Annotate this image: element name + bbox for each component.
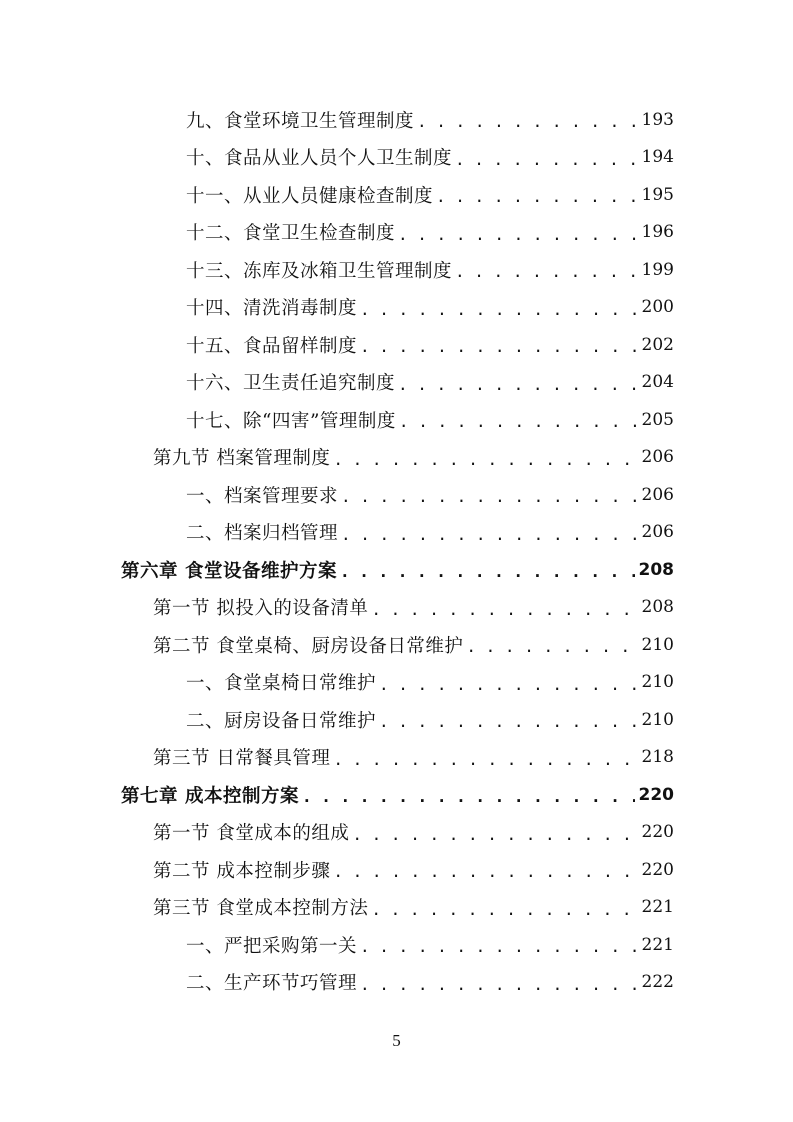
toc-entry-page-number: 193 bbox=[641, 109, 674, 130]
toc-dot-leader bbox=[333, 862, 637, 881]
toc-entry-page-number: 208 bbox=[638, 559, 674, 580]
toc-item-entry[interactable] bbox=[186, 139, 674, 176]
toc-entry-page-number: 204 bbox=[641, 372, 674, 392]
toc-item-entry[interactable] bbox=[186, 364, 674, 401]
toc-dot-leader bbox=[399, 412, 638, 431]
toc-entry-page-number: 206 bbox=[641, 522, 674, 542]
toc-section-entry[interactable] bbox=[153, 589, 674, 626]
toc-section-entry[interactable] bbox=[153, 626, 674, 663]
toc-item-entry[interactable] bbox=[186, 214, 674, 251]
toc-entry-page-number: 206 bbox=[641, 484, 674, 505]
toc-entry-page-number: 220 bbox=[641, 859, 674, 880]
toc-dot-leader bbox=[352, 825, 637, 844]
toc-entry-page-number: 199 bbox=[641, 259, 674, 280]
toc-entry-page-number: 220 bbox=[638, 784, 674, 805]
toc-entry-page-number: 210 bbox=[641, 634, 674, 655]
toc-item-entry[interactable] bbox=[186, 514, 674, 551]
toc-dot-leader bbox=[379, 712, 638, 731]
toc-item-entry[interactable] bbox=[186, 701, 674, 738]
toc-entry-title: 第一节 食堂成本的组成 bbox=[153, 823, 350, 844]
toc-entry-title: 一、严把采购第一关 bbox=[186, 935, 358, 957]
toc-entry-title: 二、厨房设备日常维护 bbox=[186, 710, 377, 732]
toc-entry-title: 二、档案归档管理 bbox=[186, 523, 339, 544]
toc-entry-title: 第一节 拟投入的设备清单 bbox=[153, 598, 369, 619]
toc-item-entry[interactable] bbox=[186, 401, 674, 438]
toc-section-entry[interactable] bbox=[153, 851, 674, 888]
toc-entry-title: 二、生产环节巧管理 bbox=[186, 973, 358, 994]
toc-dot-leader bbox=[360, 300, 638, 319]
toc-entry-page-number: 221 bbox=[641, 934, 674, 955]
toc-entry-title: 十一、从业人员健康检查制度 bbox=[186, 185, 434, 207]
toc-entry-title: 一、食堂桌椅日常维护 bbox=[186, 673, 377, 694]
toc-entry-page-number: 196 bbox=[641, 222, 674, 242]
toc-dot-leader bbox=[340, 562, 635, 581]
toc-entry-title: 一、档案管理要求 bbox=[186, 485, 339, 507]
toc-entry-title: 第二节 食堂桌椅、厨房设备日常维护 bbox=[153, 635, 464, 657]
toc-dot-leader bbox=[302, 787, 635, 806]
toc-entry-page-number: 206 bbox=[641, 447, 674, 467]
toc-item-entry[interactable] bbox=[186, 251, 674, 288]
toc-item-entry[interactable] bbox=[186, 964, 674, 1001]
toc-entry-title: 第三节 日常餐具管理 bbox=[153, 748, 331, 769]
toc-entry-title: 九、食堂环境卫生管理制度 bbox=[186, 110, 415, 132]
page-number: 5 bbox=[392, 1031, 401, 1050]
toc-entry-title: 第九节 档案管理制度 bbox=[153, 448, 331, 469]
toc-entry-page-number: 200 bbox=[641, 297, 674, 317]
toc-dot-leader bbox=[398, 375, 638, 394]
toc-entry-title: 第三节 食堂成本控制方法 bbox=[153, 898, 369, 919]
toc-dot-leader bbox=[466, 637, 637, 656]
toc-dot-leader bbox=[455, 150, 638, 169]
toc-dot-leader bbox=[341, 487, 638, 506]
toc-entry-page-number: 210 bbox=[641, 672, 674, 692]
toc-item-entry[interactable] bbox=[186, 326, 674, 363]
toc-entry-title: 十五、食品留样制度 bbox=[186, 335, 358, 357]
toc-dot-leader bbox=[341, 525, 638, 544]
toc-item-entry[interactable] bbox=[186, 289, 674, 326]
toc-dot-leader bbox=[333, 450, 637, 469]
toc-section-entry[interactable] bbox=[153, 889, 674, 926]
toc-dot-leader bbox=[398, 225, 638, 244]
toc-entry-page-number: 222 bbox=[641, 972, 674, 992]
toc-item-entry[interactable] bbox=[186, 176, 674, 213]
toc-entry-page-number: 195 bbox=[641, 184, 674, 205]
toc-entry-title: 第二节 成本控制步骤 bbox=[153, 860, 331, 882]
toc-entry-title: 十四、清洗消毒制度 bbox=[186, 298, 358, 319]
toc-item-entry[interactable] bbox=[186, 664, 674, 701]
toc-dot-leader bbox=[379, 675, 638, 694]
toc-dot-leader bbox=[360, 937, 638, 956]
toc-dot-leader bbox=[455, 262, 638, 281]
toc-entry-title: 第七章 成本控制方案 bbox=[121, 785, 299, 807]
toc-entry-title: 十二、食堂卫生检查制度 bbox=[186, 223, 396, 244]
toc-chapter-entry[interactable] bbox=[121, 551, 674, 588]
toc-item-entry[interactable] bbox=[186, 101, 674, 138]
toc-entry-page-number: 210 bbox=[641, 709, 674, 730]
toc-entry-title: 十三、冻库及冰箱卫生管理制度 bbox=[186, 260, 453, 282]
toc-chapter-entry[interactable] bbox=[121, 776, 674, 813]
toc-entry-page-number: 218 bbox=[641, 747, 674, 767]
toc-item-entry[interactable] bbox=[186, 926, 674, 963]
toc-dot-leader bbox=[360, 975, 638, 994]
toc-dot-leader bbox=[371, 900, 637, 919]
toc-dot-leader bbox=[436, 187, 638, 206]
toc-section-entry[interactable] bbox=[153, 739, 674, 776]
toc-entry-page-number: 202 bbox=[641, 334, 674, 355]
toc-entry-page-number: 221 bbox=[641, 897, 674, 917]
toc-entry-page-number: 208 bbox=[641, 597, 674, 617]
toc-entry-title: 十、食品从业人员个人卫生制度 bbox=[186, 148, 453, 169]
toc-entry-title: 第六章 食堂设备维护方案 bbox=[121, 560, 337, 582]
toc-entry-title: 十七、除“四害”管理制度 bbox=[186, 410, 396, 432]
toc-entry-page-number: 194 bbox=[641, 147, 674, 167]
toc-entry-page-number: 205 bbox=[641, 409, 674, 430]
toc-dot-leader bbox=[333, 750, 637, 769]
toc-section-entry[interactable] bbox=[153, 814, 674, 851]
toc-dot-leader bbox=[417, 112, 638, 131]
toc-entry-title: 十六、卫生责任追究制度 bbox=[186, 373, 396, 394]
toc-dot-leader bbox=[371, 600, 637, 619]
toc-entry-page-number: 220 bbox=[641, 822, 674, 842]
toc-section-entry[interactable] bbox=[153, 439, 674, 476]
toc-item-entry[interactable] bbox=[186, 476, 674, 513]
toc-dot-leader bbox=[360, 337, 638, 356]
